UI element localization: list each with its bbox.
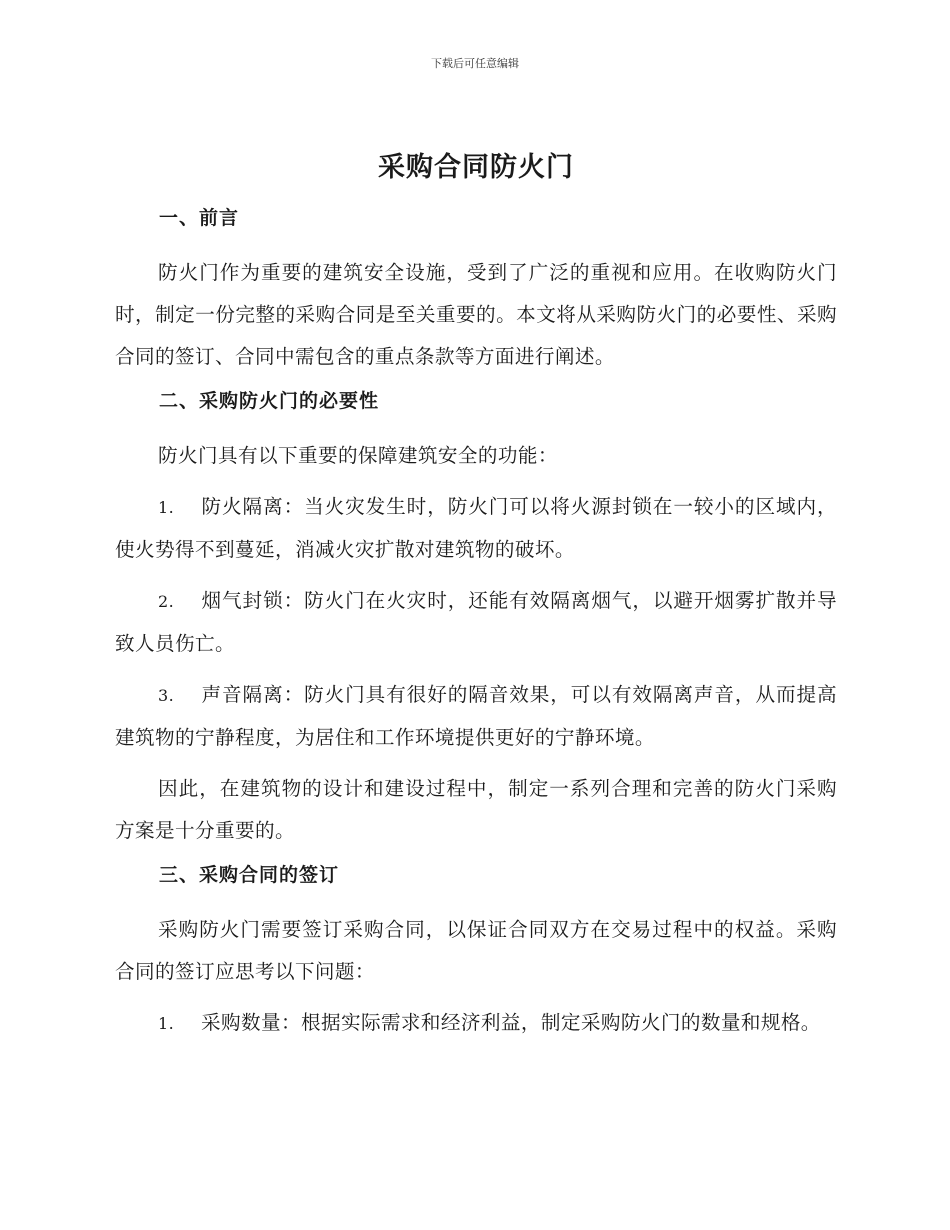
list-item (115, 674, 837, 759)
header-note: 下载后可任意编辑 (431, 57, 519, 70)
list-item (115, 580, 837, 665)
section-heading-preface: 一、前言 (159, 207, 240, 229)
list-item-number: 1. (158, 1014, 175, 1033)
list-item-number: 2. (158, 592, 175, 611)
paragraph-preface: 防火门作为重要的建筑安全设施，受到了广泛的重视和应用。在收购防火门时，制定一份完整的采购合同是至关重要的。本文将从采购防火门的必要性、采购合同的签订、合同中需包含的重点条款等方面进行阐述。 (115, 261, 837, 368)
paragraph-necessity-conclusion: 因此，在建筑物的设计和建设过程中，制定一系列合理和完善的防火门采购方案是十分重要的。 (115, 777, 837, 842)
document-body (115, 148, 837, 1054)
list-item-text: 采购数量：根据实际需求和经济利益，制定采购防火门的数量和规格。 (201, 1011, 821, 1034)
list-item-number: 3. (158, 686, 175, 705)
list-item-text: 防火隔离：当火灾发生时，防火门可以将火源封锁在一较小的区域内，使火势得不到蔓延，消减火灾扩散对建筑物的破坏。 (115, 495, 837, 561)
document-title: 采购合同防火门 (378, 152, 574, 183)
list-item (115, 1002, 837, 1045)
paragraph-necessity-intro: 防火门具有以下重要的保障建筑安全的功能： (158, 444, 558, 467)
list-item-number: 1. (158, 498, 175, 517)
list-item (115, 486, 837, 571)
list-item-text: 烟气封锁：防火门在火灾时，还能有效隔离烟气，以避开烟雾扩散并导致人员伤亡。 (115, 589, 837, 655)
list-item-text: 声音隔离：防火门具有很好的隔音效果，可以有效隔离声音，从而提高建筑物的宁静程度，为居住和工作环境提供更好的宁静环境。 (115, 683, 837, 749)
section-heading-necessity: 二、采购防火门的必要性 (159, 390, 380, 412)
paragraph-contract-intro: 采购防火门需要签订采购合同，以保证合同双方在交易过程中的权益。采购合同的签订应思考以下问题： (115, 918, 837, 983)
section-heading-contract-signing: 三、采购合同的签订 (159, 864, 340, 886)
